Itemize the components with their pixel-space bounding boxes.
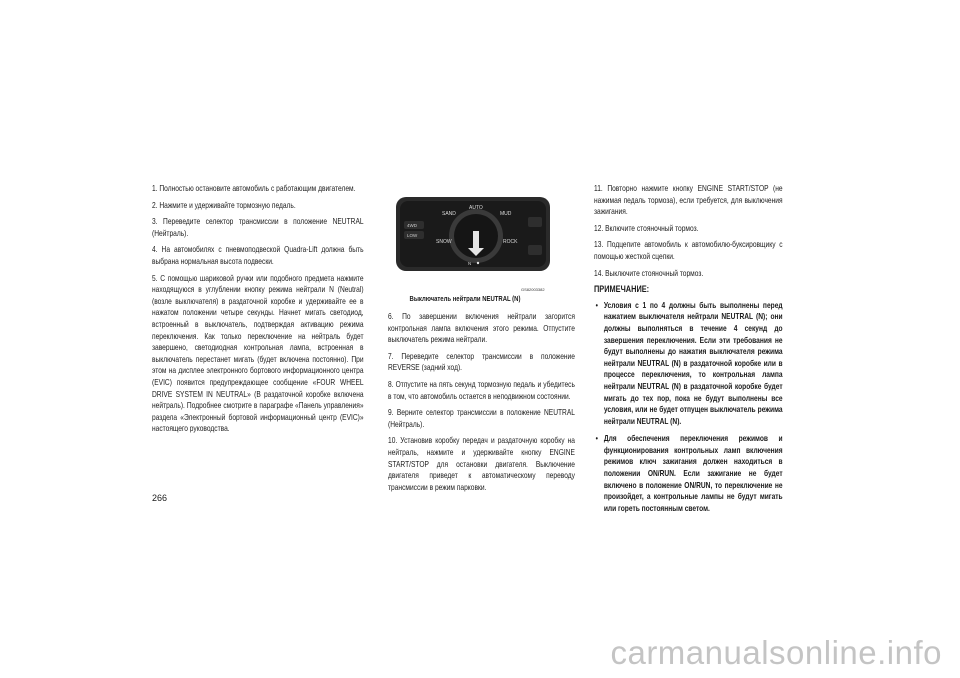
step-4: 4. На автомобилях с пневмоподвеской Quadra-Lift должна быть выбрана нормальная высота подвески.	[152, 245, 364, 266]
terrain-control-panel-image	[390, 193, 556, 297]
note-title: ПРИМЕЧАНИЕ:	[594, 284, 650, 295]
right-column	[594, 183, 783, 520]
figure-caption: Выключатель нейтрали NEUTRAL (N)	[409, 296, 521, 303]
step-3: 3. Переведите селектор трансмиссии в положение NEUTRAL (Нейтраль).	[152, 217, 364, 238]
step-8: 8. Отпустите на пять секунд тормозную педаль и убедитесь в том, что автомобиль остается в неподвижном состоянии.	[388, 379, 575, 401]
label-neutral: N	[468, 261, 472, 266]
step-9: 9. Верните селектор трансмиссии в положение NEUTRAL (Нейтраль).	[388, 408, 575, 429]
step-12: 12. Включите стояночный тормоз.	[594, 223, 699, 233]
step-14: 14. Выключите стояночный тормоз.	[594, 268, 704, 278]
step-10: 10. Установив коробку передач и раздаточную коробку на нейтраль, нажмите и удерживайте кнопку ENGINE START/STOP для остановки двигателя. Выключение двигателя приведет к автоматическому переводу трансмиссии в режим парковки.	[388, 436, 575, 492]
label-low: LOW	[407, 233, 418, 238]
left-column	[152, 183, 364, 440]
label-mud: MUD	[500, 211, 512, 217]
figure-code: GS82003382	[521, 287, 545, 292]
step-7: 7. Переведите селектор трансмиссии в положение REVERSE (задний ход).	[388, 351, 575, 373]
step-1: 1. Полностью остановите автомобиль с работающим двигателем.	[152, 184, 356, 193]
page-number: 266	[152, 493, 168, 503]
label-rock: ROCK	[503, 239, 518, 245]
note-item	[594, 300, 783, 428]
label-snow: SNOW	[436, 239, 452, 245]
step-11: 11. Повторно нажмите кнопку ENGINE START/STOP (не нажимая педаль тормоза), если требуется, для выключения зажигания.	[594, 184, 783, 217]
step-13: 13. Подцепите автомобиль к автомобилю-буксировщику с помощью жесткой сцепки.	[594, 240, 783, 261]
watermark: carmanualsonline.info	[610, 634, 942, 671]
label-sand: SAND	[442, 211, 456, 217]
note-item-text: Условия с 1 по 4 должны быть выполнены перед нажатием выключателя нейтрали NEUTRAL (N); они должны выполняться в течение 4 секунд до завершения переключения. Если эти требования не будут выполнены до нажатия выключателя режима нейтрали NEUTRAL (N) в раздаточной коробке или в процессе переключения, то контрольная лампа нейтрали NEUTRAL (N) в раздаточной коробке будет мигать до тех пор, пока не будут выполнены все условия, или не будет отпущен выключатель режима нейтрали NEUTRAL (N).	[603, 300, 783, 426]
label-4wd: 4WD	[407, 223, 417, 228]
label-auto: AUTO	[469, 205, 483, 211]
bullet-icon: •	[595, 434, 598, 444]
note-item-text: Для обеспечения переключения режимов и функционирования контрольных ламп включения режимов ключ зажигания должен находиться в положении ON/RUN. Если зажигание не будет включено в положение ON/RUN, то переключение не произойдет, а контрольные лампы не будут мигать или гореть постоянным светом.	[603, 434, 783, 513]
neutral-switch-figure	[390, 193, 556, 297]
step-2: 2. Нажмите и удерживайте тормозную педаль.	[152, 200, 296, 210]
bullet-icon: •	[595, 300, 598, 310]
middle-column	[388, 311, 575, 498]
note-item	[594, 433, 783, 514]
step-6: 6. По завершении включения нейтрали загорится контрольная лампа включения этого режима. Отпустите выключатель режима нейтрали.	[388, 312, 575, 345]
step-5: 5. С помощью шариковой ручки или подобного предмета нажмите находящуюся в углублении кнопку режима нейтрали N (Neutral) (возле выключателя) в раздаточной коробке и удерживайте ее в нажатом положении четыре секунды. Начнет мигать светодиод, встроенный в выключатель, подтверждая активацию режима переключения. Как только переключение на нейтраль будет завершено, светодиодная контрольная лампа, встроенная в выключатель перестанет мигать (будет включена постоянно). При этом на дисплее электронного бортового информационного центра (EVIC) появится предупреждающее сообщение «FOUR WHEEL DRIVE SYSTEM IN NEUTRAL» (В раздаточной коробке включена нейтраль). Подробнее смотрите в параграфе «Панель управления» раздела «Электронный бортовой информационный центр (EVIC)» настоящего руководства.	[152, 273, 364, 434]
